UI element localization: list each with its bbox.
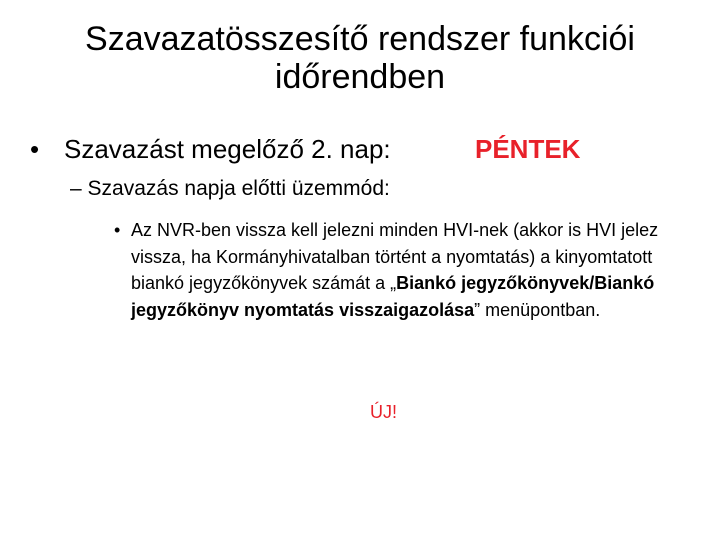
slide-title bbox=[40, 20, 680, 96]
slide-title-line-1: Szavazatösszesítő rendszer funkciói bbox=[85, 20, 635, 58]
level1-text: Szavazást megelőző 2. nap: bbox=[64, 134, 391, 164]
level3-item bbox=[114, 217, 684, 323]
slide-title-line-2: időrendben bbox=[274, 58, 446, 96]
bullet-icon: • bbox=[114, 220, 121, 240]
bullet-icon: • bbox=[30, 134, 40, 164]
menu-name: Biankó jegyzőkönyvek/Biankó jegyzőkönyv nyomtatás visszaigazolása bbox=[131, 273, 655, 320]
dash-icon: – bbox=[70, 177, 82, 200]
level3-text-after: ” menüpontban. bbox=[474, 299, 601, 320]
level1-item bbox=[30, 132, 581, 166]
new-label: ÚJ! bbox=[370, 402, 397, 422]
level2-text: Szavazás napja előtti üzemmód: bbox=[87, 177, 390, 200]
level3-paragraph bbox=[131, 217, 684, 323]
level3-text-before: Az NVR-ben vissza kell jelezni minden HVI-nek (akkor is HVI jelez vissza, ha Kormányhivatalban történt a nyomtatás) a kinyomtatott biankó jegyzőkönyvek számát a „ bbox=[131, 220, 659, 293]
day-label: PÉNTEK bbox=[475, 134, 581, 164]
level2-item bbox=[70, 174, 390, 204]
